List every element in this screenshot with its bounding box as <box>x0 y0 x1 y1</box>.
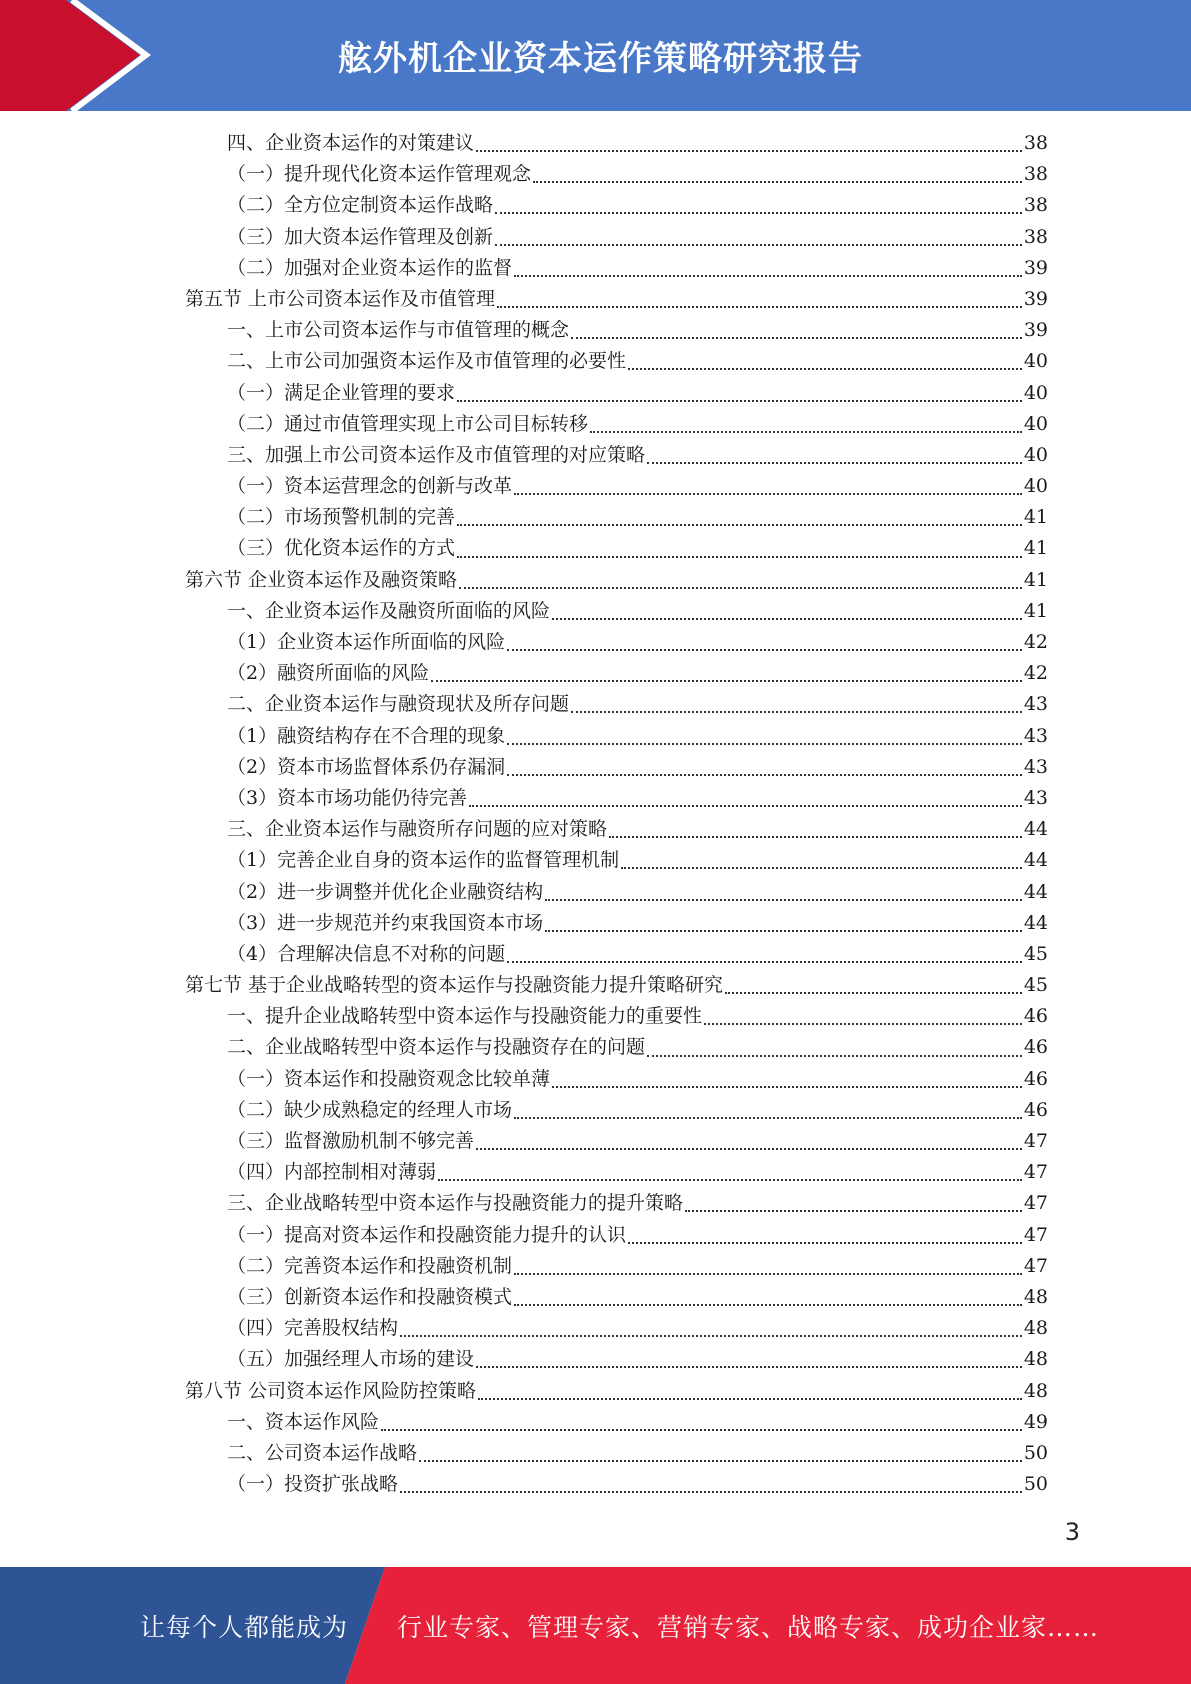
toc-entry[interactable] <box>185 596 1048 627</box>
toc-entry[interactable] <box>185 1282 1048 1313</box>
toc-entry[interactable] <box>185 315 1048 346</box>
toc-entry[interactable] <box>185 1095 1048 1126</box>
toc-entry-page: 45 <box>1023 942 1048 965</box>
toc-dot-leader <box>514 492 1022 495</box>
toc-entry-page: 43 <box>1023 786 1048 809</box>
toc-dot-leader <box>704 1022 1022 1025</box>
toc-dot-leader <box>647 461 1022 464</box>
toc-entry-page: 38 <box>1023 194 1048 217</box>
toc-dot-leader <box>381 1428 1022 1431</box>
toc-entry-page: 48 <box>1023 1317 1048 1340</box>
toc-entry-title: （四）完善股权结构 <box>227 1317 399 1340</box>
toc-entry-page: 40 <box>1023 381 1048 404</box>
toc-entry-title: 二、企业资本运作与融资现状及所存问题 <box>227 693 570 716</box>
toc-entry-title: 第七节 基于企业战略转型的资本运作与投融资能力提升策略研究 <box>185 974 724 997</box>
toc-entry-title: （一）资本运作和投融资观念比较单薄 <box>227 1067 551 1090</box>
toc-entry[interactable] <box>185 1001 1048 1032</box>
toc-entry-page: 50 <box>1023 1441 1048 1464</box>
toc-dot-leader <box>459 586 1022 589</box>
toc-entry-page: 42 <box>1023 662 1048 685</box>
toc-entry-page: 47 <box>1023 1254 1048 1277</box>
toc-entry-title: （三）优化资本运作的方式 <box>227 537 456 560</box>
toc-entry-title: （一）满足企业管理的要求 <box>227 381 456 404</box>
toc-entry[interactable] <box>185 752 1048 783</box>
toc-entry-page: 48 <box>1023 1285 1048 1308</box>
toc-entry-title: （二）通过市值管理实现上市公司目标转移 <box>227 412 589 435</box>
toc-dot-leader <box>438 1178 1022 1181</box>
toc-entry[interactable] <box>185 721 1048 752</box>
toc-dot-leader <box>571 710 1022 713</box>
toc-entry-title: （一）投资扩张战略 <box>227 1473 399 1496</box>
toc-entry-title: （二）完善资本运作和投融资机制 <box>227 1254 513 1277</box>
toc-dot-leader <box>476 1365 1022 1368</box>
footer-banner <box>0 1567 1191 1684</box>
toc-dot-leader <box>495 211 1022 214</box>
toc-entry-title: （2）进一步调整并优化企业融资结构 <box>227 880 544 903</box>
toc-entry-page: 49 <box>1023 1410 1048 1433</box>
toc-entry[interactable] <box>185 502 1048 533</box>
toc-entry[interactable] <box>185 1157 1048 1188</box>
toc-entry-title: （一）资本运营理念的创新与改革 <box>227 475 513 498</box>
toc-entry[interactable] <box>185 1251 1048 1282</box>
toc-entry-title: （二）缺少成熟稳定的经理人市场 <box>227 1098 513 1121</box>
toc-entry-title: （一）提升现代化资本运作管理观念 <box>227 163 532 186</box>
toc-entry-page: 38 <box>1023 132 1048 154</box>
toc-entry-title: （三）创新资本运作和投融资模式 <box>227 1285 513 1308</box>
table-of-contents <box>185 128 1048 1500</box>
toc-entry-page: 47 <box>1023 1192 1048 1215</box>
toc-entry[interactable] <box>185 939 1048 970</box>
toc-entry[interactable] <box>185 877 1048 908</box>
toc-entry-page: 46 <box>1023 1005 1048 1028</box>
toc-dot-leader <box>431 679 1022 682</box>
toc-entry-title: （三）加大资本运作管理及创新 <box>227 225 494 248</box>
toc-entry-title: （三）监督激励机制不够完善 <box>227 1130 475 1152</box>
toc-entry[interactable] <box>185 1188 1048 1219</box>
toc-dot-leader <box>590 430 1022 433</box>
toc-dot-leader <box>533 180 1022 183</box>
toc-entry[interactable] <box>185 565 1048 596</box>
toc-dot-leader <box>469 804 1022 807</box>
toc-dot-leader <box>628 367 1022 370</box>
toc-entry-title: （一）提高对资本运作和投融资能力提升的认识 <box>227 1223 627 1246</box>
toc-entry-page: 45 <box>1023 974 1048 997</box>
toc-entry-title: （四）内部控制相对薄弱 <box>227 1161 437 1184</box>
toc-entry[interactable] <box>185 1126 1048 1157</box>
toc-entry[interactable] <box>185 378 1048 409</box>
toc-entry-page: 41 <box>1023 599 1048 622</box>
toc-entry-page: 44 <box>1023 849 1048 872</box>
toc-entry-page: 44 <box>1023 880 1048 903</box>
toc-entry-page: 39 <box>1023 287 1048 310</box>
toc-entry-title: 一、提升企业战略转型中资本运作与投融资能力的重要性 <box>227 1005 703 1028</box>
footer-slogan-right: 行业专家、管理专家、营销专家、战略专家、成功企业家…… <box>397 1612 1100 1642</box>
toc-entry-title: （二）全方位定制资本运作战略 <box>227 194 494 217</box>
toc-dot-leader <box>476 149 1022 152</box>
toc-entry-title: （3）资本市场功能仍待完善 <box>227 786 468 809</box>
toc-entry-page: 48 <box>1023 1379 1048 1402</box>
toc-entry[interactable] <box>185 814 1048 845</box>
toc-dot-leader <box>545 929 1022 932</box>
toc-dot-leader <box>400 1334 1022 1337</box>
toc-dot-leader <box>514 1303 1022 1306</box>
toc-dot-leader <box>478 1397 1022 1400</box>
toc-entry[interactable] <box>185 409 1048 440</box>
toc-entry[interactable] <box>185 783 1048 814</box>
toc-entry-title: （3）进一步规范并约束我国资本市场 <box>227 911 544 934</box>
toc-entry-title: 第五节 上市公司资本运作及市值管理 <box>185 287 496 310</box>
toc-entry[interactable] <box>185 1376 1048 1407</box>
toc-dot-leader <box>621 866 1022 869</box>
toc-entry-page: 38 <box>1023 225 1048 248</box>
toc-dot-leader <box>507 960 1022 963</box>
toc-entry-page: 44 <box>1023 911 1048 934</box>
toc-entry[interactable] <box>185 128 1048 159</box>
toc-dot-leader <box>400 1490 1022 1493</box>
toc-entry[interactable] <box>185 253 1048 284</box>
toc-dot-leader <box>419 1459 1022 1462</box>
toc-dot-leader <box>685 1209 1022 1212</box>
toc-entry-page: 47 <box>1023 1130 1048 1152</box>
toc-dot-leader <box>552 617 1022 620</box>
toc-dot-leader <box>628 1241 1022 1244</box>
toc-entry-title: 第六节 企业资本运作及融资策略 <box>185 568 458 591</box>
toc-entry-title: 一、企业资本运作及融资所面临的风险 <box>227 599 551 622</box>
toc-entry-page: 40 <box>1023 475 1048 498</box>
toc-entry-page: 42 <box>1023 631 1048 653</box>
toc-entry-title: （五）加强经理人市场的建设 <box>227 1348 475 1371</box>
toc-dot-leader <box>495 243 1022 246</box>
toc-entry-page: 43 <box>1023 755 1048 778</box>
toc-entry[interactable] <box>185 1064 1048 1095</box>
toc-entry-title: 三、加强上市公司资本运作及市值管理的对应策略 <box>227 443 646 466</box>
toc-entry[interactable] <box>185 1032 1048 1063</box>
toc-dot-leader <box>507 773 1022 776</box>
toc-entry[interactable] <box>185 658 1048 689</box>
toc-entry-page: 48 <box>1023 1348 1048 1371</box>
toc-entry-title: 二、公司资本运作战略 <box>227 1441 418 1464</box>
toc-entry[interactable] <box>185 440 1048 471</box>
toc-entry-page: 47 <box>1023 1223 1048 1246</box>
toc-entry-title: （二）加强对企业资本运作的监督 <box>227 256 513 279</box>
toc-entry[interactable] <box>185 471 1048 502</box>
toc-entry[interactable] <box>185 1438 1048 1469</box>
toc-entry-title: 第八节 公司资本运作风险防控策略 <box>185 1379 477 1402</box>
toc-dot-leader <box>457 523 1022 526</box>
toc-entry-title: 一、上市公司资本运作与市值管理的概念 <box>227 319 570 342</box>
toc-entry-page: 46 <box>1023 1098 1048 1121</box>
toc-dot-leader <box>457 399 1022 402</box>
toc-entry[interactable] <box>185 1220 1048 1251</box>
toc-entry[interactable] <box>185 627 1048 658</box>
toc-entry-page: 44 <box>1023 818 1048 841</box>
toc-entry-page: 40 <box>1023 350 1048 373</box>
toc-dot-leader <box>514 1116 1022 1119</box>
toc-entry-page: 39 <box>1023 319 1048 342</box>
toc-entry[interactable] <box>185 1313 1048 1344</box>
report-title: 舷外机企业资本运作策略研究报告 <box>338 39 863 79</box>
toc-entry-title: 二、上市公司加强资本运作及市值管理的必要性 <box>227 350 627 373</box>
toc-entry[interactable] <box>185 970 1048 1001</box>
toc-dot-leader <box>725 991 1022 994</box>
toc-entry-page: 41 <box>1023 506 1048 529</box>
toc-entry-title: 三、企业战略转型中资本运作与投融资能力的提升策略 <box>227 1192 684 1215</box>
toc-entry[interactable] <box>185 689 1048 720</box>
toc-entry-page: 47 <box>1023 1161 1048 1184</box>
toc-entry[interactable] <box>185 159 1048 190</box>
toc-entry-page: 39 <box>1023 256 1048 279</box>
toc-dot-leader <box>609 835 1022 838</box>
footer-slogan-left: 让每个人都能成为 <box>140 1612 349 1642</box>
toc-entry[interactable] <box>185 346 1048 377</box>
toc-entry[interactable] <box>185 284 1048 315</box>
toc-entry[interactable] <box>185 190 1048 221</box>
toc-dot-leader <box>497 305 1022 308</box>
toc-entry-page: 40 <box>1023 443 1048 466</box>
toc-dot-leader <box>457 555 1022 558</box>
toc-entry-title: （二）市场预警机制的完善 <box>227 506 456 529</box>
toc-dot-leader <box>507 742 1022 745</box>
toc-entry-title: 三、企业资本运作与融资所存问题的应对策略 <box>227 818 608 841</box>
toc-entry-page: 41 <box>1023 568 1048 591</box>
toc-entry[interactable] <box>185 845 1048 876</box>
toc-dot-leader <box>571 336 1022 339</box>
toc-entry[interactable] <box>185 533 1048 564</box>
toc-entry-page: 40 <box>1023 412 1048 435</box>
toc-entry-title: （2）融资所面临的风险 <box>227 662 430 685</box>
toc-dot-leader <box>514 1272 1022 1275</box>
toc-entry[interactable] <box>185 908 1048 939</box>
toc-entry[interactable] <box>185 1469 1048 1500</box>
toc-entry[interactable] <box>185 1407 1048 1438</box>
toc-entry-title: 一、资本运作风险 <box>227 1410 380 1433</box>
toc-entry-page: 50 <box>1023 1473 1048 1496</box>
toc-entry-title: （1）融资结构存在不合理的现象 <box>227 724 506 747</box>
toc-entry-page: 46 <box>1023 1067 1048 1090</box>
toc-entry-page: 38 <box>1023 163 1048 186</box>
toc-entry-title: （2）资本市场监督体系仍存漏洞 <box>227 755 506 778</box>
toc-entry-title: （1）完善企业自身的资本运作的监督管理机制 <box>227 849 620 872</box>
toc-entry[interactable] <box>185 1344 1048 1375</box>
header-banner <box>0 0 1191 111</box>
toc-entry-title: （1）企业资本运作所面临的风险 <box>227 631 506 653</box>
toc-entry-page: 43 <box>1023 724 1048 747</box>
toc-dot-leader <box>476 1147 1022 1150</box>
toc-dot-leader <box>647 1054 1022 1057</box>
page-number: 3 <box>1064 1518 1080 1546</box>
toc-entry[interactable] <box>185 222 1048 253</box>
toc-entry-page: 46 <box>1023 1036 1048 1059</box>
toc-entry-title: 四、企业资本运作的对策建议 <box>227 132 475 154</box>
toc-dot-leader <box>514 274 1022 277</box>
toc-entry-page: 43 <box>1023 693 1048 716</box>
toc-entry-title: 二、企业战略转型中资本运作与投融资存在的问题 <box>227 1036 646 1059</box>
toc-entry-title: （4）合理解决信息不对称的问题 <box>227 942 506 965</box>
toc-dot-leader <box>507 648 1022 651</box>
toc-dot-leader <box>552 1085 1022 1088</box>
toc-entry-page: 41 <box>1023 537 1048 560</box>
toc-dot-leader <box>545 898 1022 901</box>
